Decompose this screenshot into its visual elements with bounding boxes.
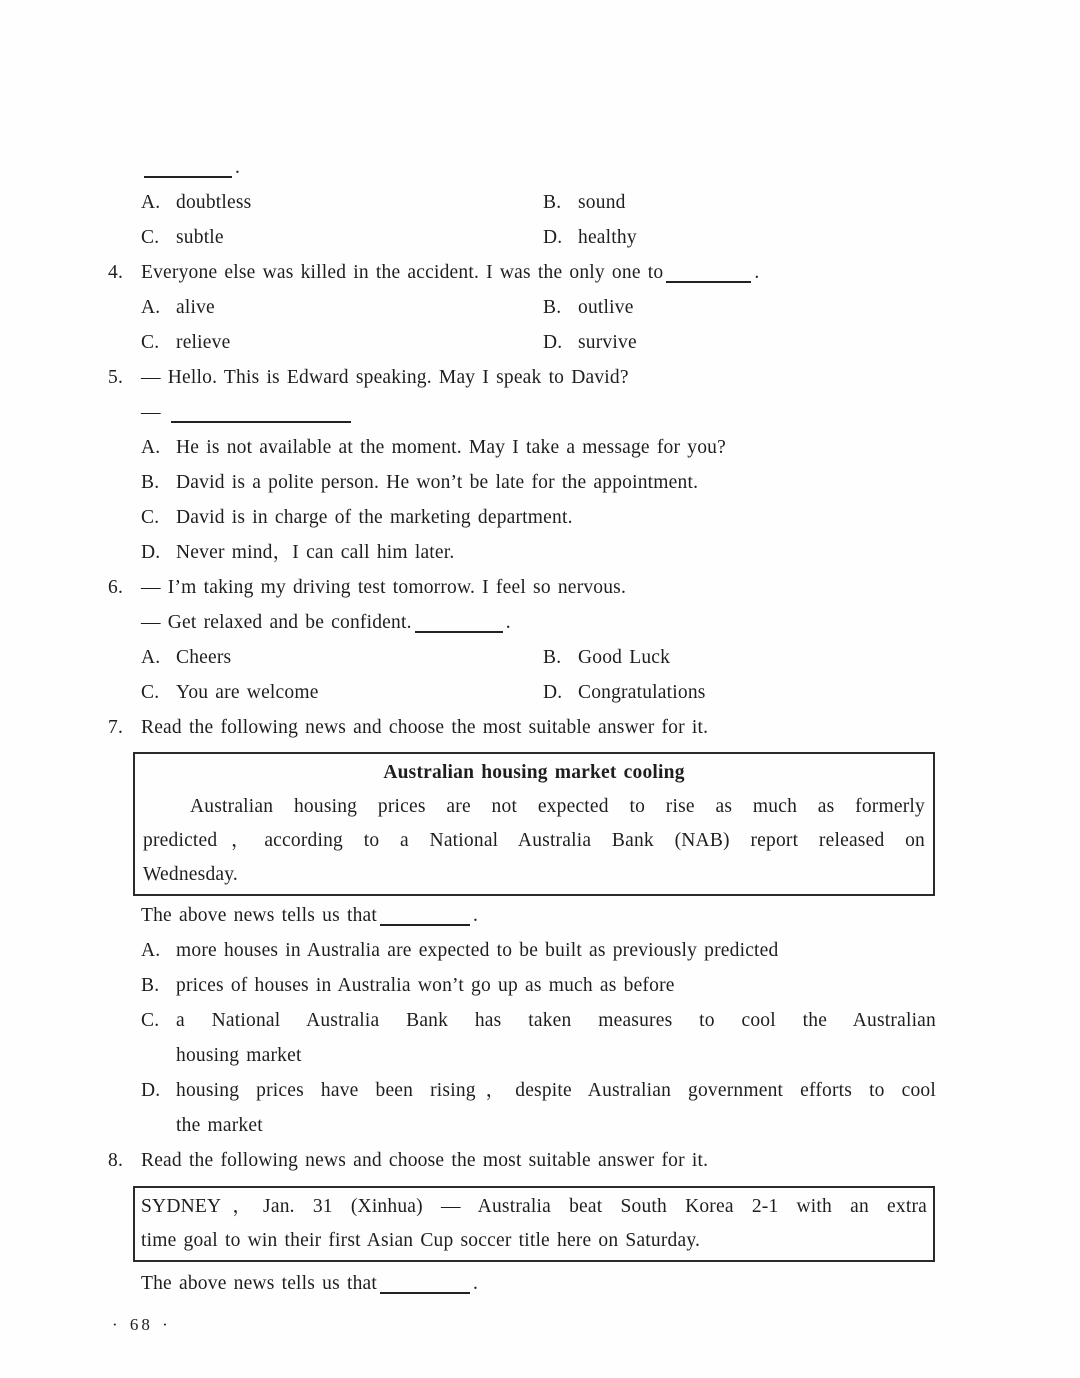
stem-suffix: . — [754, 262, 760, 283]
after-news-stem — [141, 898, 936, 933]
stem-suffix: . — [235, 157, 241, 178]
option-b — [543, 640, 936, 675]
option-d — [141, 535, 936, 570]
question-number: 7. — [108, 717, 124, 738]
blank-line — [380, 1272, 470, 1294]
option-letter: B. — [141, 975, 160, 996]
option-text: prices of houses in Australia won’t go up as much as before — [176, 975, 675, 996]
option-text: alive — [176, 297, 215, 318]
question-6 — [108, 570, 936, 710]
news-line: SYDNEY，Jan. 31 (Xinhua) — Australia beat South Korea 2-1 with an extra — [141, 1196, 927, 1217]
news-box-housing — [133, 752, 935, 896]
question-3-continuation — [108, 150, 936, 255]
question-number: 6. — [108, 577, 124, 598]
option-text: sound — [578, 192, 626, 213]
stem-suffix: . — [473, 1273, 479, 1294]
question-8 — [108, 1143, 936, 1301]
option-text: relieve — [176, 332, 231, 353]
options-row — [141, 325, 936, 360]
option-letter: B. — [141, 472, 160, 493]
option-text: Good Luck — [578, 647, 671, 668]
option-letter: C. — [141, 1010, 160, 1031]
stem-blank-row — [141, 150, 936, 185]
option-letter: C. — [141, 332, 160, 353]
option-a — [141, 430, 936, 465]
blank-line — [380, 904, 470, 926]
option-a — [141, 185, 543, 220]
option-text: survive — [578, 332, 637, 353]
question-number: 4. — [108, 262, 124, 283]
option-c — [141, 675, 543, 710]
option-d — [543, 325, 936, 360]
dialogue-line-1: — I’m taking my driving test tomorrow. I feel so nervous. — [141, 577, 627, 598]
question-number: 8. — [108, 1150, 124, 1171]
stem-text: The above news tells us that — [141, 905, 378, 926]
news-box-title: Australian housing market cooling — [383, 762, 685, 783]
question-number — [108, 150, 141, 255]
options-row — [141, 185, 936, 220]
news-line: Australian housing prices are not expected to rise as much as formerly — [190, 796, 925, 817]
option-letter: D. — [543, 682, 563, 703]
question-7 — [108, 710, 936, 1143]
options-row — [141, 640, 936, 675]
option-b — [141, 968, 936, 1003]
option-letter: A. — [141, 940, 161, 961]
option-a — [141, 933, 936, 968]
option-text: You are welcome — [176, 682, 319, 703]
option-a — [141, 290, 543, 325]
blank-line — [171, 401, 351, 423]
stem-text: Everyone else was killed in the accident. I was the only one to — [141, 262, 664, 283]
option-c — [141, 220, 543, 255]
news-box-soccer — [133, 1186, 935, 1262]
stem-suffix: . — [505, 612, 511, 633]
option-text: David is in charge of the marketing department. — [176, 507, 573, 528]
question-number: 5. — [108, 367, 124, 388]
option-c — [141, 1003, 936, 1073]
option-b — [543, 185, 936, 220]
dialogue-line-1: — Hello. This is Edward speaking. May I speak to David? — [141, 367, 629, 388]
page-content — [108, 150, 936, 1301]
option-letter: A. — [141, 437, 161, 458]
question-5 — [108, 360, 936, 570]
page-number: · 68 · — [112, 1315, 171, 1334]
option-letter: C. — [141, 507, 160, 528]
blank-line — [144, 156, 232, 178]
option-d — [543, 675, 936, 710]
question-4 — [108, 255, 936, 360]
option-text: David is a polite person. He won’t be late for the appointment. — [176, 472, 699, 493]
question-stem — [141, 255, 936, 290]
option-text: Never mind，I can call him later. — [176, 542, 455, 563]
option-letter: C. — [141, 682, 160, 703]
question-stem: Read the following news and choose the most suitable answer for it. — [141, 1150, 709, 1171]
option-text: Cheers — [176, 647, 232, 668]
after-news-stem — [141, 1266, 936, 1301]
news-line: Wednesday. — [143, 864, 239, 885]
dash: — — [141, 402, 161, 423]
option-c — [141, 500, 936, 535]
option-text: housing prices have been rising，despite Australian government efforts to cool — [176, 1080, 936, 1101]
option-b — [543, 290, 936, 325]
option-d — [141, 1073, 936, 1143]
option-text: the market — [176, 1115, 263, 1136]
stem-text: The above news tells us that — [141, 1273, 378, 1294]
dialogue-text: — Get relaxed and be confident. — [141, 612, 412, 633]
option-text: outlive — [578, 297, 634, 318]
option-text: He is not available at the moment. May I take a message for you? — [176, 437, 726, 458]
option-text: subtle — [176, 227, 224, 248]
option-letter: B. — [543, 647, 562, 668]
option-text: Congratulations — [578, 682, 706, 703]
option-letter: C. — [141, 227, 160, 248]
option-text: more houses in Australia are expected to be built as previously predicted — [176, 940, 779, 961]
option-c — [141, 325, 543, 360]
option-d — [543, 220, 936, 255]
option-text: housing market — [176, 1045, 302, 1066]
news-line: predicted，according to a National Australia Bank (NAB) report released on — [143, 830, 925, 851]
option-text: a National Australia Bank has taken measures to cool the Australian — [176, 1010, 936, 1031]
option-letter: A. — [141, 647, 161, 668]
options-row — [141, 290, 936, 325]
option-text: healthy — [578, 227, 637, 248]
question-stem: Read the following news and choose the most suitable answer for it. — [141, 717, 709, 738]
blank-line — [666, 261, 751, 283]
dialogue-line-2 — [141, 605, 936, 640]
blank-line — [415, 611, 503, 633]
option-letter: D. — [141, 1080, 161, 1101]
stem-suffix: . — [473, 905, 479, 926]
option-letter: B. — [543, 297, 562, 318]
option-letter: D. — [543, 227, 563, 248]
news-line: time goal to win their first Asian Cup soccer title here on Saturday. — [141, 1230, 701, 1251]
option-letter: B. — [543, 192, 562, 213]
option-letter: D. — [141, 542, 161, 563]
dialogue-blank-row — [141, 395, 936, 430]
option-b — [141, 465, 936, 500]
options-row — [141, 675, 936, 710]
option-letter: A. — [141, 297, 161, 318]
option-text: doubtless — [176, 192, 252, 213]
option-letter: A. — [141, 192, 161, 213]
option-a — [141, 640, 543, 675]
option-letter: D. — [543, 332, 563, 353]
options-row — [141, 220, 936, 255]
